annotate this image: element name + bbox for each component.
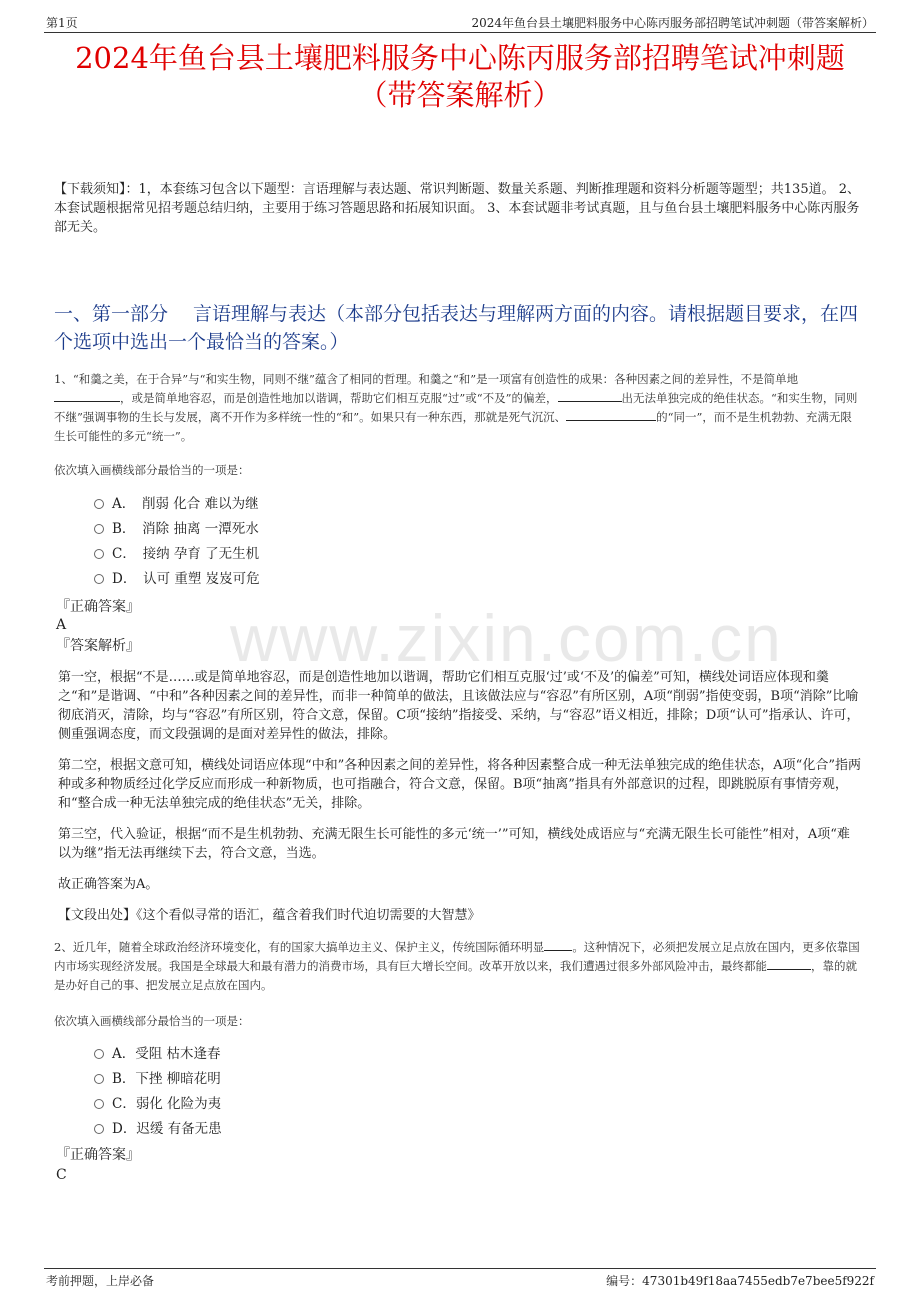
footer-rule [44,1268,876,1269]
option-a[interactable]: A．受阻 枯木逢春 [94,1042,222,1067]
blank-1 [544,938,572,951]
radio-icon[interactable] [94,1074,104,1084]
option-b[interactable]: B． 消除 抽离 一潭死水 [94,517,260,542]
question-2-prompt: 依次填入画横线部分最恰当的一项是： [54,1014,250,1028]
title-line-2: （带答案解析） [358,78,562,112]
blank-2 [767,957,811,970]
running-header-title: 2024年鱼台县土壤肥料服务中心陈丙服务部招聘笔试冲刺题（带答案解析） [471,16,874,30]
footer-slogan: 考前押题，上岸必备 [46,1274,155,1288]
option-d[interactable]: D． 认可 重塑 岌岌可危 [94,567,260,592]
radio-icon[interactable] [94,524,104,534]
title-line-1: 2024年鱼台县土壤肥料服务中心陈丙服务部招聘笔试冲刺题 [75,41,845,75]
question-1-options [94,492,260,592]
correct-answer: A [56,617,67,633]
option-a[interactable]: A． 削弱 化合 难以为继 [94,492,260,517]
question-2-text: 2、近几年，随着全球政治经济环境变化，有的国家大搞单边主义、保护主义，传统国际循环明显 。这种情况下，必须把发展立足点放在国内，更多依靠国内市场实现经济发展。我国是全球最大和最有潜力的消费市场，具有巨大增长空间。改革开放以来，我们遭遇过很多外部风险冲击，最终都能 ，靠的就是办好自己的事、把发展立足点放在国内。 [54,940,860,992]
correct-answer-label: 『正确答案』 [56,1147,140,1163]
blank-1 [54,389,120,402]
option-d[interactable]: D．迟缓 有备无患 [94,1117,222,1142]
radio-icon[interactable] [94,574,104,584]
radio-icon[interactable] [94,1049,104,1059]
analysis-conclusion: 故正确答案为A。 [58,877,159,892]
correct-answer: C [56,1167,67,1183]
correct-answer-label: 『正确答案』 [56,599,140,615]
option-c[interactable]: C．弱化 化险为夷 [94,1092,222,1117]
header-rule [44,32,876,33]
document-id: 编号：47301b49f18aa7455edb7e7bee5f922f [606,1274,874,1288]
radio-icon[interactable] [94,549,104,559]
watermark: www.zixin.com.cn [230,601,783,675]
source-citation: 【文段出处】《这个看似寻常的语汇，蕴含着我们时代迫切需要的大智慧》 [58,908,481,923]
analysis-paragraph: 第一空，根据“不是……或是简单地容忍，而是创造性地加以谐调，帮助它们相互克服‘过’或‘不及’的偏差”可知，横线处词语应体现和羹之“和”是谐调、“中和”各种因素之间的差异性，而非一种简单的做法，且该做法应与“容忍”有所区别，A项“削弱”指使变弱，B项“消除”比喻彻底消灭，清除，均与“容忍”有所区别，符合文意，保留。C项“接纳”指接受、采纳，与“容忍”语义相近，排除；D项“认可”指承认、许可，侧重强调态度，而文段强调的是面对差异性的做法，排除。 [58,670,860,742]
analysis-body [58,668,862,925]
analysis-paragraph: 第二空，根据文意可知，横线处词语应体现“中和”各种因素之间的差异性，将各种因素整合成一种无法单独完成的绝佳状态，A项“化合”指两种或多种物质经过化学反应而形成一种新物质，也可指融合，符合文意，保留。B项“抽离”指具有外部意识的过程，即跳脱原有事情旁观，和“整合成一种无法单独完成的绝佳状态”无关，排除。 [58,758,861,811]
blank-3 [566,408,656,421]
analysis-paragraph: 第三空，代入验证，根据“而不是生机勃勃、充满无限生长可能性的多元‘统一’”可知，横线处成语应与“充满无限生长可能性”相对，A项“难以为继”指无法再继续下去，符合文意，当选。 [58,827,850,861]
page-number: 第1页 [46,16,78,30]
option-b[interactable]: B．下挫 柳暗花明 [94,1067,222,1092]
radio-icon[interactable] [94,1124,104,1134]
question-2-options [94,1042,222,1142]
option-c[interactable]: C． 接纳 孕育 了无生机 [94,542,260,567]
question-1-text: 1、“和羹之美，在于合异”与“和实生物，同则不继”蕴含了相同的哲理。和羹之“和”是一项富有创造性的成果：各种因素之间的差异性，不是简单地，或是简单地容忍，而是创造性地加以谐调，帮助它们相互克服“过”或“不及”的偏差， 出无法单独完成的绝佳状态。“和实生物，同则不继”强调事物的生长与发展，离不开作为多样统一性的“和”。如果只有一种东西，那就是死气沉沉、 的“同一”，而不是生机勃勃、充满无限生长可能性的多元“统一”。 [54,372,858,443]
radio-icon[interactable] [94,499,104,509]
document-title [50,40,870,114]
section-heading: 一、第一部分 言语理解与表达（本部分包括表达与理解两方面的内容。请根据题目要求，在四个选项中选出一个最恰当的答案。） [54,303,859,353]
radio-icon[interactable] [94,1099,104,1109]
download-notice: 【下载须知】：1，本套练习包含以下题型：言语理解与表达题、常识判断题、数量关系题、判断推理题和资料分析题等题型；共135道。 2、本套试题根据常见招考题总结归纳，主要用于练习答题思路和拓展知识面。 3、本套试题非考试真题，且与鱼台县土壤肥料服务中心陈丙服务部无关。 [54,182,860,235]
blank-2 [558,389,622,402]
question-1-prompt: 依次填入画横线部分最恰当的一项是： [54,463,250,477]
analysis-label: 『答案解析』 [56,638,140,654]
